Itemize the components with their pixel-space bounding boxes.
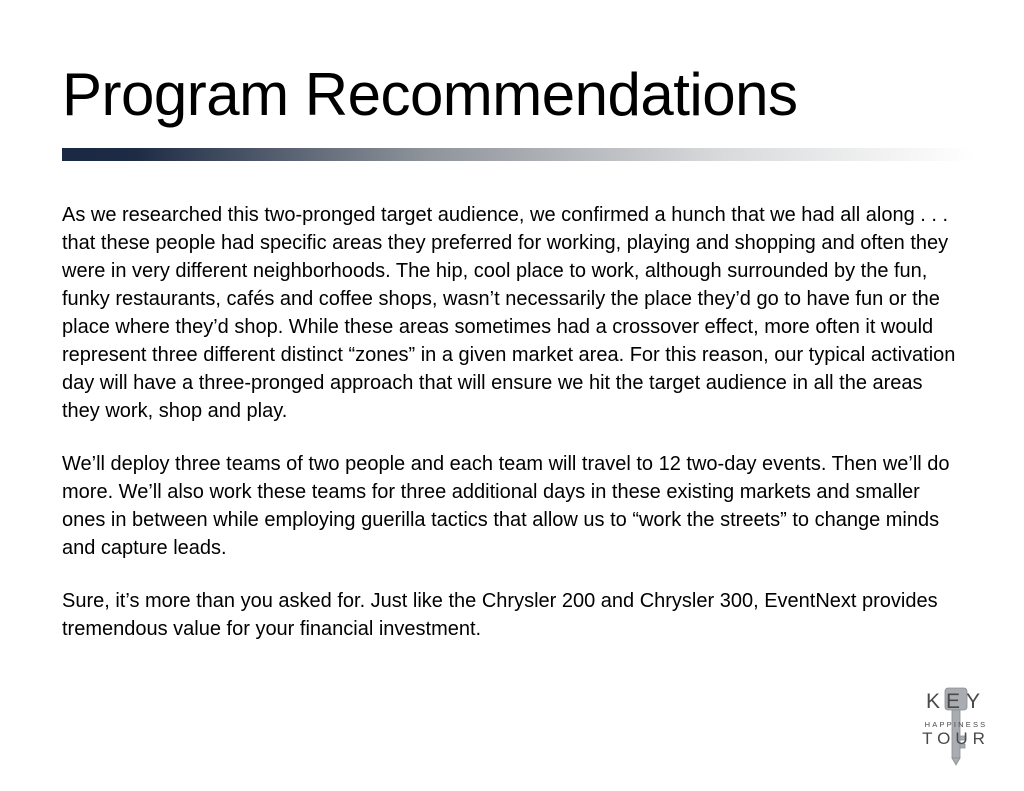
slide-body [62, 201, 962, 668]
logo-key-text: KEY [925, 690, 987, 713]
logo-tour-text: TOUR [922, 729, 990, 748]
logo-happiness-text: HAPPINESS [924, 720, 988, 729]
paragraph-research: As we researched this two-pronged target audience, we confirmed a hunch that we had all along . . . that these people had specific areas they preferred for working, playing and shopping and often they were in very different neighborhoods. The hip, cool place to work, although surrounded by the fun, funky restaurants, cafés and coffee shops, wasn’t necessarily the place they’d go to have fun or the place where they’d shop. While these areas sometimes had a crossover effect, more often it would represent three different distinct “zones” in a given market area. For this reason, our typical activation day will have a three-pronged approach that will ensure we hit the target audience in all the areas they work, shop and play. [62, 204, 956, 422]
paragraph-value: Sure, it’s more than you asked for. Just like the Chrysler 200 and Chrysler 300, EventNext provides tremendous value for your financial investment. [62, 590, 938, 640]
slide-title: Program Recommendations [62, 61, 798, 128]
key-happiness-tour-logo [916, 686, 996, 768]
title-divider [62, 148, 974, 161]
paragraph-teams: We’ll deploy three teams of two people and each team will travel to 12 two-day events. Then we’ll do more. We’ll also work these teams for three additional days in these existing markets and smaller ones in between while employing guerilla tactics that allow us to “work the streets” to change minds and capture leads. [62, 453, 950, 559]
